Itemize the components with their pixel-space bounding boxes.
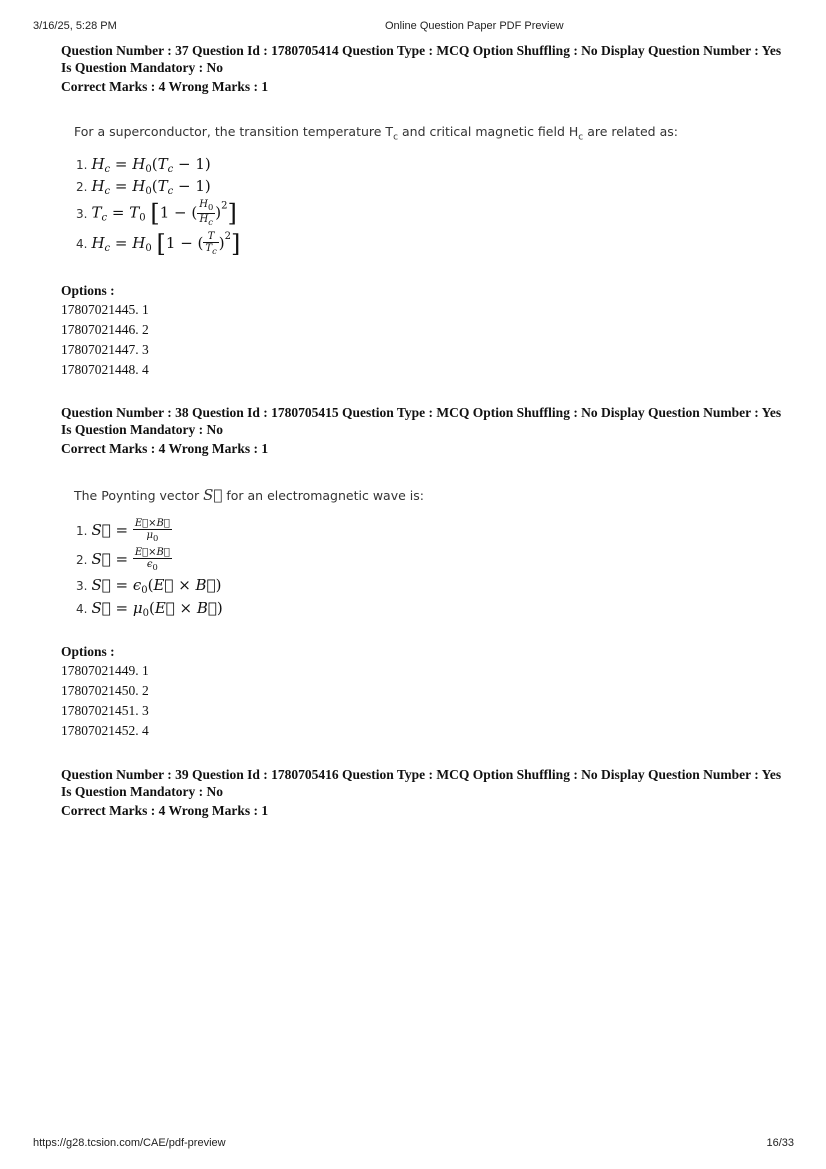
question-37-option-1: 17807021445. 1	[61, 302, 149, 317]
question-38-option-4: 17807021452. 4	[61, 723, 149, 738]
question-38-choice-2: 2. S⃗ = $\frac{E⃗\times B⃗}{\epsilon_0}$	[76, 547, 170, 572]
question-39-meta: Question Number : 39 Question Id : 1780705416 Question Type : MCQ Option Shuffling : No Display Question Number : Yes	[61, 767, 782, 782]
question-39-marks: Correct Marks : 4 Wrong Marks : 1	[61, 803, 269, 818]
question-37-option-4: 17807021448. 4	[61, 362, 149, 377]
question-38-meta: Question Number : 38 Question Id : 1780705415 Question Type : MCQ Option Shuffling : No Display Question Number : Yes	[61, 405, 782, 420]
question-37-choice-2: 2. $H_c = H_0(T_c - 1)$	[76, 177, 211, 197]
question-37-text: For a superconductor, the transition temperature $T_c$ and critical magnetic field $H_c$ are related as:	[74, 124, 678, 143]
question-38-mandatory: Is Question Mandatory : No	[61, 422, 224, 437]
question-37-choice-1: 1. $H_c = H_0(T_c - 1)$	[76, 155, 211, 175]
question-37-choice-3: 3. $T_c = T_0$ [1 − ( $\frac{H_0}{H_c}$ )$^2$]	[76, 199, 237, 228]
question-37-mandatory: Is Question Mandatory : No	[61, 60, 224, 75]
print-datetime: 3/16/25, 5:28 PM	[33, 20, 117, 32]
question-38-text: The Poynting vector S⃗ for an electromagnetic wave is:	[74, 486, 424, 504]
question-38-option-1: 17807021449. 1	[61, 663, 149, 678]
question-38-option-3: 17807021451. 3	[61, 703, 149, 718]
print-page-number: 16/33	[766, 1137, 794, 1149]
question-39-header	[61, 766, 791, 819]
question-38-header	[61, 404, 791, 457]
print-url: https://g28.tcsion.com/CAE/pdf-preview	[33, 1137, 226, 1149]
question-37-header	[61, 42, 791, 95]
question-37-meta: Question Number : 37 Question Id : 1780705414 Question Type : MCQ Option Shuffling : No Display Question Number : Yes	[61, 43, 782, 58]
question-38-options-label: Options :	[61, 644, 115, 659]
question-37-marks: Correct Marks : 4 Wrong Marks : 1	[61, 79, 269, 94]
print-title: Online Question Paper PDF Preview	[385, 20, 564, 32]
question-39-mandatory: Is Question Mandatory : No	[61, 784, 224, 799]
question-37-option-2: 17807021446. 2	[61, 322, 149, 337]
question-37-choice-4: 4. $H_c = H_0$ [1 − ( $\frac{T}{T_c}$ )$^2$]	[76, 230, 241, 258]
question-38-marks: Correct Marks : 4 Wrong Marks : 1	[61, 441, 269, 456]
question-38-choice-1: 1. S⃗ = $\frac{E⃗\times B⃗}{\mu_0}$	[76, 518, 170, 543]
question-38-choice-3: 3. S⃗ = $\epsilon_0(E⃗$ × B⃗)	[76, 576, 222, 596]
question-38-option-2: 17807021450. 2	[61, 683, 149, 698]
question-37-option-3: 17807021447. 3	[61, 342, 149, 357]
question-38-choice-4: 4. S⃗ = $\mu_0(E⃗$ × B⃗)	[76, 599, 223, 619]
question-37-options-label: Options :	[61, 283, 115, 298]
